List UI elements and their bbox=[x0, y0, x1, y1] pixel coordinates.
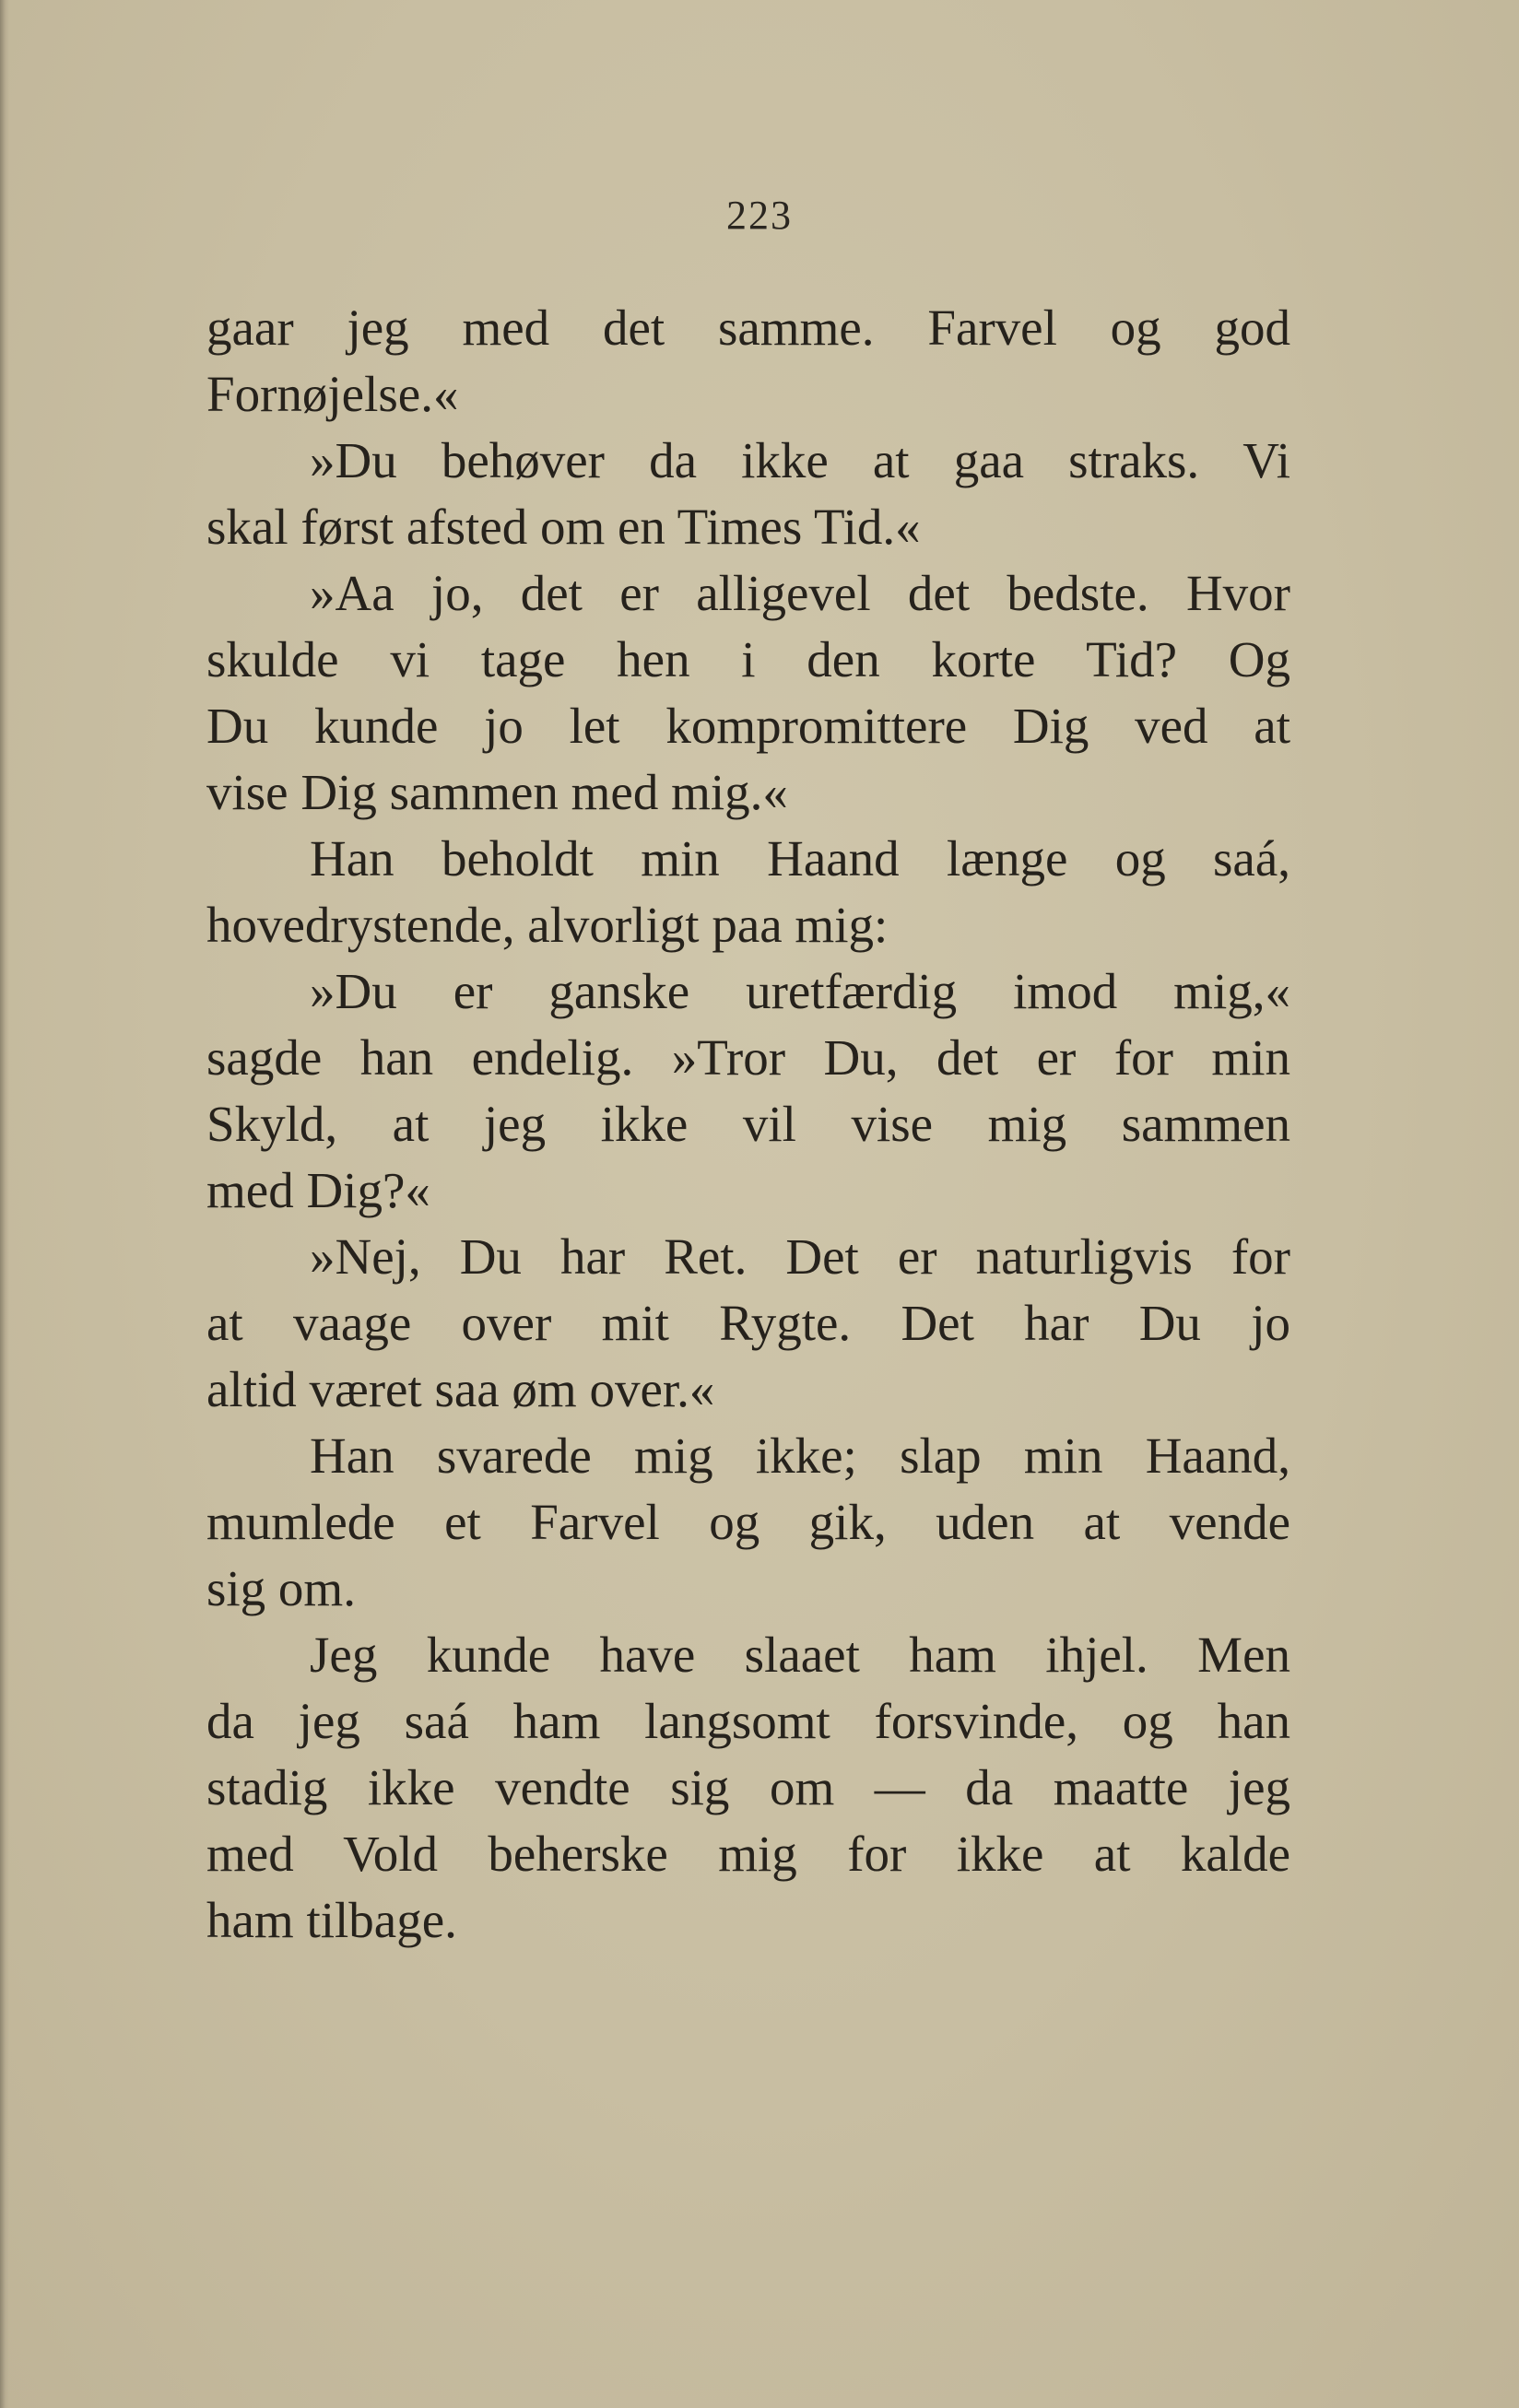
text-line: skal først afsted om en Times Tid.« bbox=[206, 499, 921, 555]
text-line: mumlede et Farvel og gik, uden at vende bbox=[206, 1494, 1290, 1550]
text-line: Skyld, at jeg ikke vil vise mig sammen bbox=[206, 1096, 1290, 1152]
text-line: Jeg kunde have slaaet ham ihjel. Men bbox=[310, 1627, 1290, 1683]
text-line: Han beholdt min Haand længe og saá, bbox=[310, 830, 1290, 887]
text-line: med Dig?« bbox=[206, 1162, 430, 1218]
text-line: »Du behøver da ikke at gaa straks. Vi bbox=[310, 432, 1290, 488]
text-line: Du kunde jo let kompromittere Dig ved at bbox=[206, 698, 1290, 754]
text-line: »Nej, Du har Ret. Det er naturligvis for bbox=[310, 1228, 1290, 1285]
text-line: sig om. bbox=[206, 1560, 356, 1616]
page-number: 223 bbox=[726, 193, 793, 238]
text-line: hovedrystende, alvorligt paa mig: bbox=[206, 897, 889, 953]
text-line: vise Dig sammen med mig.« bbox=[206, 764, 788, 820]
text-line: »Du er ganske uretfærdig imod mig,« bbox=[310, 963, 1290, 1019]
text-line: stadig ikke vendte sig om — da maatte jeg bbox=[206, 1759, 1290, 1815]
text-line: ham tilbage. bbox=[206, 1892, 457, 1948]
text-line: at vaage over mit Rygte. Det har Du jo bbox=[206, 1295, 1290, 1351]
text-line: da jeg saá ham langsomt forsvinde, og han bbox=[206, 1693, 1290, 1749]
body-text bbox=[206, 295, 1290, 1954]
text-line: Fornøjelse.« bbox=[206, 366, 459, 422]
text-line: sagde han endelig. »Tror Du, det er for min bbox=[206, 1029, 1290, 1086]
text-line: gaar jeg med det samme. Farvel og god bbox=[206, 300, 1290, 356]
text-line: »Aa jo, det er alligevel det bedste. Hvor bbox=[310, 565, 1290, 621]
page-edge-shadow bbox=[0, 0, 9, 2408]
text-line: skulde vi tage hen i den korte Tid? Og bbox=[206, 631, 1290, 687]
text-line: med Vold beherske mig for ikke at kalde bbox=[206, 1826, 1290, 1882]
text-line: altid været saa øm over.« bbox=[206, 1361, 715, 1417]
text-line: Han svarede mig ikke; slap min Haand, bbox=[310, 1427, 1290, 1484]
